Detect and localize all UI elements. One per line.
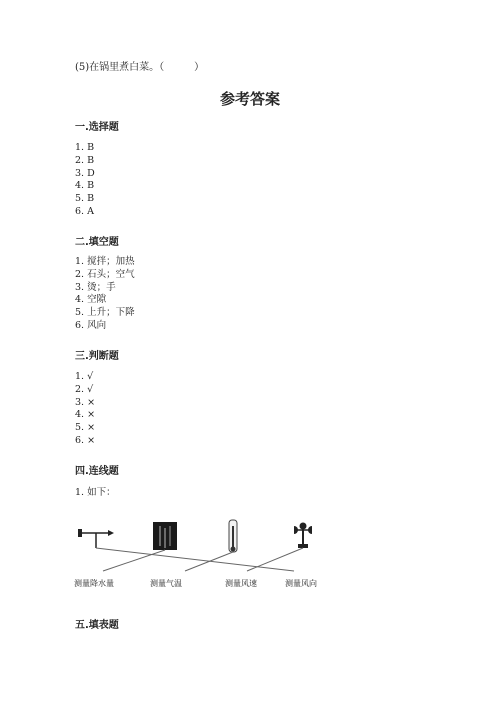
answer-item: 4. B bbox=[75, 180, 95, 192]
diagram-label-wind-speed: 测量风速 bbox=[225, 579, 257, 588]
anemometer-icon bbox=[294, 523, 312, 549]
question-number: (5) bbox=[75, 62, 90, 73]
answer-item: 5. 上升；下降 bbox=[75, 307, 135, 319]
answer-item: 2. √ bbox=[75, 383, 94, 395]
answer-item: 1. B bbox=[75, 142, 95, 153]
answer-item: 6. A bbox=[75, 205, 94, 217]
answer-item: 3. D bbox=[75, 167, 95, 179]
answer-item: 4. × bbox=[75, 409, 96, 421]
answer-item: 6. 风向 bbox=[75, 319, 107, 331]
answer-item: 2. B bbox=[75, 154, 95, 166]
section-heading-match: 四.连线题 bbox=[75, 466, 119, 477]
section-heading-judge: 三.判断题 bbox=[75, 351, 119, 362]
answer-list-choice bbox=[75, 142, 95, 219]
answer-item: 1. 搅拌；加热 bbox=[75, 256, 135, 267]
wind-vane-icon bbox=[78, 529, 114, 548]
answer-item: 1. 如下： bbox=[75, 487, 116, 498]
previous-question-line bbox=[75, 61, 204, 74]
diagram-label-temperature: 测量气温 bbox=[150, 579, 182, 588]
connection-line bbox=[185, 552, 233, 571]
answer-item: 6. × bbox=[75, 434, 96, 446]
answer-item: 1. √ bbox=[75, 371, 94, 382]
answer-item: 3. 烫；手 bbox=[75, 281, 116, 293]
connection-line bbox=[103, 550, 165, 571]
section-heading-table: 五.填表题 bbox=[75, 620, 119, 631]
answer-item: 2. 石头；空气 bbox=[75, 268, 135, 280]
answer-list-fill bbox=[75, 256, 135, 333]
page-title: 参考答案 bbox=[219, 90, 280, 108]
thermometer-icon bbox=[229, 520, 237, 552]
answer-list-match bbox=[75, 487, 116, 500]
diagram-label-wind-direction: 测量风向 bbox=[285, 579, 317, 588]
answer-item: 4. 空隙 bbox=[75, 294, 107, 306]
matching-diagram bbox=[0, 518, 500, 598]
answer-item: 5. B bbox=[75, 193, 95, 205]
section-heading-fill: 二.填空题 bbox=[75, 237, 119, 248]
answer-item: 3. × bbox=[75, 396, 96, 408]
question-text: 在锅里煮白菜。（ ） bbox=[89, 62, 205, 73]
rain-gauge-icon bbox=[153, 522, 177, 550]
section-heading-choice: 一.选择题 bbox=[75, 122, 119, 133]
answer-list-judge bbox=[75, 371, 95, 448]
connection-lines bbox=[96, 548, 303, 571]
diagram-label-rain: 测量降水量 bbox=[74, 579, 114, 588]
answer-item: 5. × bbox=[75, 422, 96, 434]
connection-line bbox=[247, 548, 303, 571]
